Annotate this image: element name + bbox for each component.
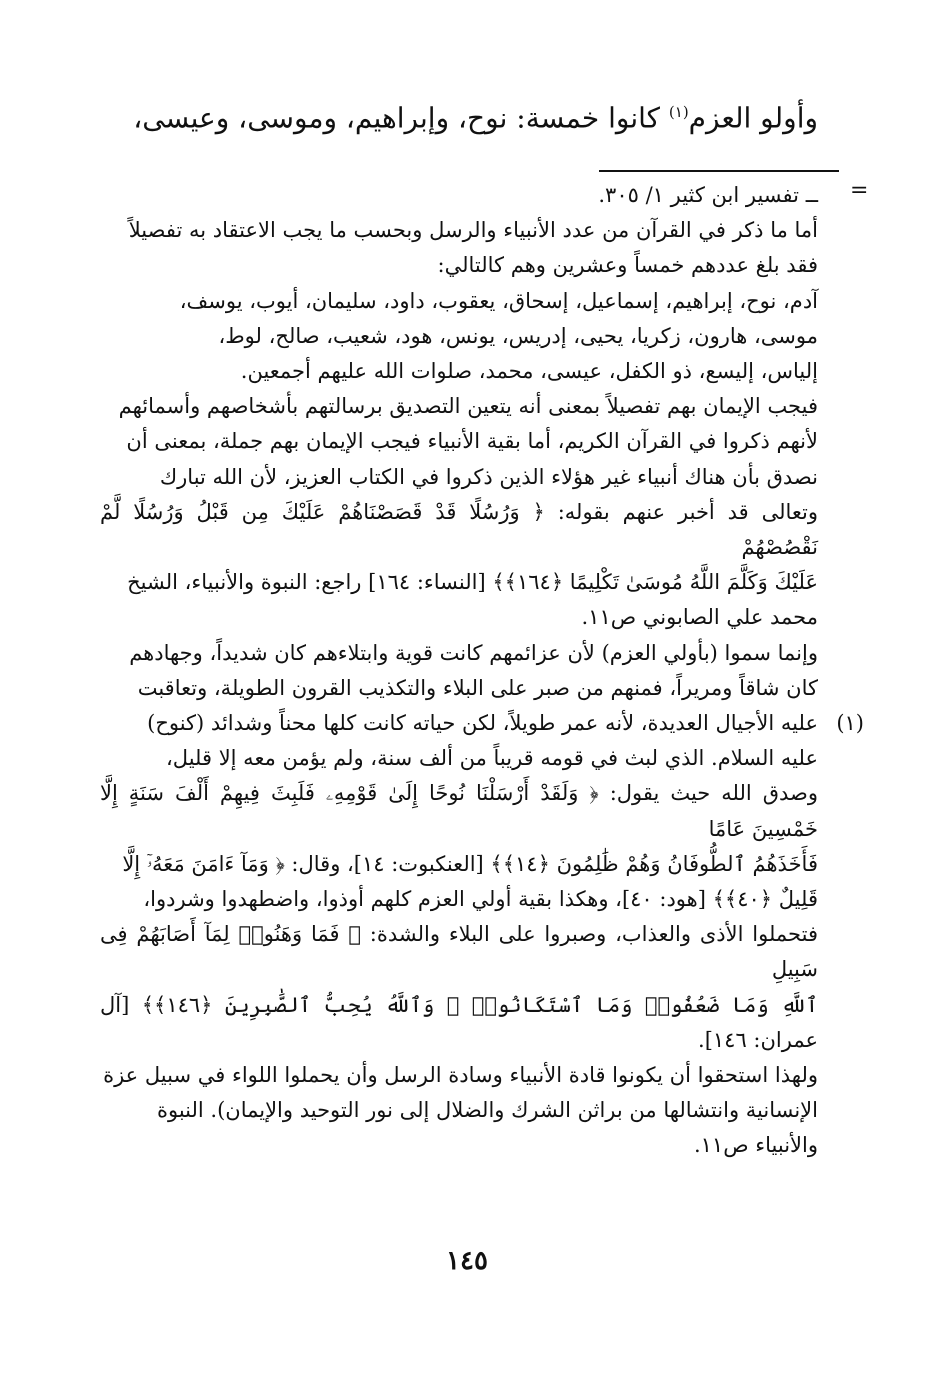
footnotes-area (100, 178, 818, 1164)
note-line: موسى، هارون، زكريا، يحيى، إدريس، يونس، هود، شعيب، صالح، لوط، (218, 323, 818, 348)
footnote-line: ولهذا استحقوا أن يكونوا قادة الأنبياء وسادة الرسل وأن يحملوا اللواء في سبيل عزة (103, 1063, 818, 1088)
note-line: لأنهم ذكروا في القرآن الكريم، أما بقية الأنبياء فيجب الإيمان بهم جملة، بمعنى أن (126, 429, 818, 454)
footnote-separator (599, 170, 839, 172)
note-line: نصدق بأن هناك أنبياء غير هؤلاء الذين ذكروا في الكتاب العزيز، لأن الله تبارك (159, 464, 818, 489)
note-line: محمد علي الصابوني ص١١. (581, 605, 818, 630)
note-line: فيجب الإيمان بهم تفصيلاً بمعنى أنه يتعين التصديق برسالتهم بأشخاصهم وأسمائهم (118, 394, 818, 419)
note-line: وتعالى قد أخبر عنهم بقوله: ﴿ وَرُسُلًا قَدْ قَصَصْنَاهُمْ عَلَيْكَ مِن قَبْلُ وَرُسُلًا لَّمْ نَقْصُصْهُمْ (100, 499, 818, 560)
footnote-1-marker: (١) (836, 711, 864, 735)
footnote-line: والأنبياء ص١١. (693, 1133, 818, 1158)
continuation-mark: = (850, 178, 869, 203)
footnote-line: عليه السلام. الذي لبث في قومه قريباً من ألف سنة، ولم يؤمن معه إلا قليل، (166, 746, 818, 771)
footnote-line: قَلِيلٌ ﴿٤٠﴾﴾ [هود: ٤٠]، وهكذا بقية أولي العزم كلهم أوذوا، واضطهدوا وشردوا، (143, 887, 818, 912)
footnote-reference: (١) (668, 103, 689, 121)
page-number: ١٤٥ (446, 1246, 488, 1276)
note-line: ــ تفسير ابن كثير ١/ ٣٠٥. (598, 183, 818, 207)
note-line: فقد بلغ عددهم خمساً وعشرين وهم كالتالي: (437, 253, 818, 278)
main-text-line (110, 92, 818, 138)
footnote-line: ٱللَّهِ وَمَا ضَعُفُوا۟ وَمَا ٱسْتَكَانُوا۟ ۗ وَٱللَّهُ يُحِبُّ ٱلصَّٰبِرِينَ ﴿١٤٦﴾﴾ [آل عمران: ١٤٦]. (100, 992, 818, 1052)
footnote-line: فَأَخَذَهُمُ ٱلطُّوفَانُ وَهُمْ ظَٰلِمُونَ ﴿١٤﴾﴾ [العنكبوت: ١٤]، وقال: ﴿ وَمَآ ءَامَنَ مَعَهُۥٓ إِلَّا (122, 851, 818, 876)
note-line: إلياس، إليسع، ذو الكفل، عيسى، محمد، صلوات الله عليهم أجمعين. (240, 359, 818, 384)
footnote-line: عليه الأجيال العديدة، لأنه عمر طويلاً، لكن حياته كانت كلها محناً وشدائد (كنوح) (147, 711, 818, 736)
note-line: آدم، نوح، إبراهيم، إسماعيل، إسحاق، يعقوب، داود، سليمان، أيوب، يوسف، (179, 288, 818, 313)
continued-footnote (100, 178, 818, 636)
note-line: أما ما ذكر في القرآن من عدد الأنبياء والرسل وبحسب ما يجب الاعتقاد به تفصيلاً (128, 218, 818, 243)
footnote-line: وصدق الله حيث يقول: ﴿ وَلَقَدْ أَرْسَلْنَا نُوحًا إِلَىٰ قَوْمِهِۦ فَلَبِثَ فِيهِمْ أَلْفَ سَنَةٍ إِلَّا خَمْسِينَ عَامًا (100, 781, 818, 841)
footnote-line: كان شاقاً ومريراً، فمنهم من صبر على البلاء والتكذيب القرون الطويلة، وتعاقبت (137, 675, 818, 700)
footnote-line: وإنما سموا (بأولي العزم) لأن عزائمهم كانت قوية وابتلاءهم كان شديداً، وجهادهم (129, 640, 818, 665)
footnote-line: فتحملوا الأذى والعذاب، وصبروا على البلاء والشدة: ﴿ فَمَا وَهَنُوا۟ لِمَآ أَصَابَهُمْ فِى سَبِيلِ (100, 922, 818, 982)
footnote-1 (100, 636, 818, 1164)
main-text-end: كانوا خمسة: نوح، وإبراهيم، وموسى، وعيسى، (133, 101, 669, 135)
footnote-line: الإنسانية وانتشالها من براثن الشرك والضلال إلى نور التوحيد والإيمان). النبوة (156, 1098, 818, 1123)
note-line: عَلَيْكَ وَكَلَّمَ اللَّهُ مُوسَىٰ تَكْلِيمًا ﴿١٦٤﴾﴾ [النساء: ١٦٤] راجع: النبوة والأنبياء، الشيخ (127, 570, 818, 595)
main-text-start: وأولو العزم (688, 101, 818, 135)
